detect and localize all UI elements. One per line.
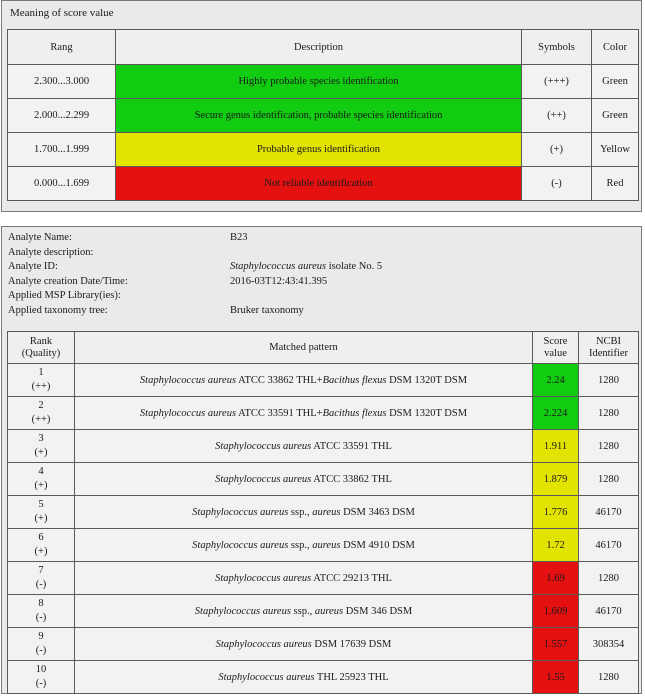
legend-range: 2.300...3.000: [8, 65, 116, 99]
pattern-strain-2: DSM 1320T DSM: [386, 407, 468, 419]
pattern-strain-2: DSM 1320T DSM: [386, 374, 468, 386]
analyte-datetime-value: 2016-03T12:43:41.395: [230, 275, 328, 287]
legend-description: Highly probable species identification: [116, 65, 522, 99]
result-rank: [8, 595, 75, 628]
legend-row: [8, 99, 639, 133]
rank-number: 7: [38, 565, 44, 576]
pattern-species-2: aureus: [312, 506, 341, 518]
result-rank: [8, 529, 75, 562]
pattern-species: Staphylococcus aureus: [192, 506, 289, 518]
result-row: [8, 496, 639, 529]
result-rank: [8, 562, 75, 595]
legend-range: 2.000...2.299: [8, 99, 116, 133]
score-value: 1.609: [533, 595, 579, 628]
score-value: 1.879: [533, 463, 579, 496]
legend-color: Red: [592, 167, 639, 201]
rank-quality: (-): [35, 645, 47, 656]
header-rank-line2: (Quality): [21, 347, 61, 359]
result-row: [8, 397, 639, 430]
matched-pattern: [75, 562, 533, 595]
rank-number: 9: [38, 631, 44, 642]
ncbi-identifier: 1280: [579, 661, 639, 694]
ncbi-identifier: 46170: [579, 595, 639, 628]
result-rank: [8, 628, 75, 661]
score-value: 2.224: [533, 397, 579, 430]
legend-symbol: (+): [522, 133, 592, 167]
matched-pattern: [75, 397, 533, 430]
matched-pattern: [75, 463, 533, 496]
legend-title: Meaning of score value: [10, 7, 114, 19]
legend-description: Probable genus identification: [116, 133, 522, 167]
label-analyte-id: Analyte ID:: [8, 261, 58, 273]
ncbi-identifier: 1280: [579, 463, 639, 496]
pattern-species: Staphylococcus aureus: [192, 539, 289, 551]
header-ncbi-line2: Identifier: [588, 347, 629, 359]
pattern-species: Staphylococcus aureus: [139, 407, 237, 419]
legend-range: 1.700...1.999: [8, 133, 116, 167]
results-header-row: [8, 332, 639, 364]
score-legend-panel: [1, 0, 642, 212]
legend-description: Secure genus identification, probable species identification: [116, 99, 522, 133]
score-value: 1.69: [533, 562, 579, 595]
result-rank: [8, 463, 75, 496]
header-score-line1: Score: [543, 335, 568, 347]
pattern-species: Staphylococcus aureus: [215, 638, 312, 650]
result-row: [8, 463, 639, 496]
pattern-species-2: Bacithus flexus: [322, 407, 387, 419]
pattern-strain: THL 25923 THL: [314, 671, 389, 683]
label-analyte-name: Analyte Name:: [8, 232, 72, 243]
rank-number: 2: [38, 400, 44, 411]
pattern-species: Staphylococcus aureus: [215, 440, 312, 452]
header-color: Color: [592, 30, 639, 65]
ncbi-identifier: 308354: [579, 628, 639, 661]
rank-number: 8: [38, 598, 44, 609]
ncbi-identifier: 1280: [579, 364, 639, 397]
pattern-species: Staphylococcus aureus: [215, 572, 312, 584]
label-taxonomy-tree: Applied taxonomy tree:: [8, 305, 108, 316]
legend-row: [8, 167, 639, 201]
pattern-strain-2: DSM 4910 DSM: [340, 539, 415, 551]
pattern-species-2: aureus: [314, 605, 344, 617]
pattern-strain-2: DSM 346 DSM: [343, 605, 413, 617]
analyte-id-rest: isolate No. 5: [326, 261, 383, 273]
analyte-id-value: [230, 260, 382, 275]
header-ncbi: [579, 332, 639, 364]
header-rank-line1: Rank: [29, 335, 53, 347]
rank-number: 5: [38, 499, 44, 510]
pattern-strain: ssp.,: [288, 506, 313, 518]
taxonomy-tree-value: Bruker taxonomy: [230, 305, 304, 316]
result-rank: [8, 661, 75, 694]
header-rang: Rang: [8, 30, 116, 65]
label-analyte-datetime: Analyte creation Date/Time:: [8, 275, 128, 287]
matched-pattern: [75, 496, 533, 529]
legend-color: Green: [592, 99, 639, 133]
result-row: [8, 430, 639, 463]
ncbi-identifier: 1280: [579, 562, 639, 595]
rank-number: 3: [38, 433, 44, 444]
header-rank: [8, 332, 75, 364]
pattern-species: Staphylococcus aureus: [194, 605, 291, 617]
score-value: 1.72: [533, 529, 579, 562]
rank-number: 10: [35, 664, 47, 675]
legend-color: Yellow: [592, 133, 639, 167]
pattern-strain: DSM 17639 DSM: [311, 638, 392, 650]
result-rank: [8, 397, 75, 430]
ncbi-identifier: 46170: [579, 529, 639, 562]
rank-quality: (+): [34, 546, 48, 557]
results-table: [7, 331, 639, 694]
score-value: 2.24: [533, 364, 579, 397]
pattern-strain: ATCC 33591 THL: [311, 440, 392, 452]
rank-number: 6: [38, 532, 44, 543]
matched-pattern: [75, 430, 533, 463]
result-row: [8, 661, 639, 694]
header-description: Description: [116, 30, 522, 65]
score-value: 1.776: [533, 496, 579, 529]
result-rank: [8, 430, 75, 463]
rank-number: 1: [38, 367, 44, 378]
result-rank: [8, 364, 75, 397]
legend-range: 0.000...1.699: [8, 167, 116, 201]
header-symbols: Symbols: [522, 30, 592, 65]
rank-quality: (+): [34, 480, 48, 491]
analyte-id-species: Staphylococcus aureus: [230, 261, 327, 273]
pattern-species: Staphylococcus aureus: [215, 473, 312, 485]
legend-color: Green: [592, 65, 639, 99]
result-row: [8, 628, 639, 661]
pattern-species-2: aureus: [312, 539, 341, 551]
legend-header-row: [8, 30, 639, 65]
pattern-strain: ATCC 29213 THL: [311, 572, 392, 584]
matched-pattern: [75, 661, 533, 694]
legend-symbol: (-): [522, 167, 592, 201]
ncbi-identifier: 1280: [579, 397, 639, 430]
pattern-species: Staphylococcus aureus: [218, 671, 315, 683]
matched-pattern: [75, 364, 533, 397]
header-score: [533, 332, 579, 364]
rank-quality: (++): [31, 381, 51, 392]
label-msp-library: Applied MSP Library(ies):: [8, 290, 121, 302]
header-matched-pattern: Matched pattern: [75, 332, 533, 364]
rank-quality: (-): [35, 678, 47, 689]
legend-description: Not reliable identification: [116, 167, 522, 201]
rank-quality: (+): [34, 513, 48, 524]
legend-symbol: (++): [522, 99, 592, 133]
rank-quality: (-): [35, 579, 47, 590]
result-row: [8, 595, 639, 628]
header-score-line2: value: [544, 347, 567, 359]
score-value: 1.557: [533, 628, 579, 661]
ncbi-identifier: 1280: [579, 430, 639, 463]
matched-pattern: [75, 628, 533, 661]
legend-symbol: (+++): [522, 65, 592, 99]
label-analyte-description: Analyte description:: [8, 246, 94, 258]
result-row: [8, 364, 639, 397]
matched-pattern: [75, 595, 533, 628]
pattern-species: Staphylococcus aureus: [139, 374, 237, 386]
pattern-strain-2: DSM 3463 DSM: [340, 506, 415, 518]
ncbi-identifier: 46170: [579, 496, 639, 529]
pattern-strain: ssp.,: [288, 539, 313, 551]
score-value: 1.911: [533, 430, 579, 463]
rank-quality: (++): [31, 414, 51, 425]
legend-row: [8, 65, 639, 99]
header-ncbi-line1: NCBI: [595, 335, 622, 347]
result-rank: [8, 496, 75, 529]
rank-quality: (-): [35, 612, 47, 623]
result-row: [8, 562, 639, 595]
matched-pattern: [75, 529, 533, 562]
rank-quality: (+): [34, 447, 48, 458]
rank-number: 4: [38, 466, 44, 477]
result-row: [8, 529, 639, 562]
pattern-strain: ATCC 33862 THL: [311, 473, 392, 485]
pattern-strain: ssp.,: [290, 605, 315, 617]
score-value: 1.55: [533, 661, 579, 694]
analyte-results-panel: [1, 226, 642, 694]
score-legend-table: [7, 29, 639, 201]
pattern-species-2: Bacithus flexus: [322, 374, 387, 386]
pattern-strain: ATCC 33591 THL+: [236, 407, 323, 419]
pattern-strain: ATCC 33862 THL+: [236, 374, 323, 386]
legend-row: [8, 133, 639, 167]
analyte-name-value: B23: [230, 232, 248, 243]
